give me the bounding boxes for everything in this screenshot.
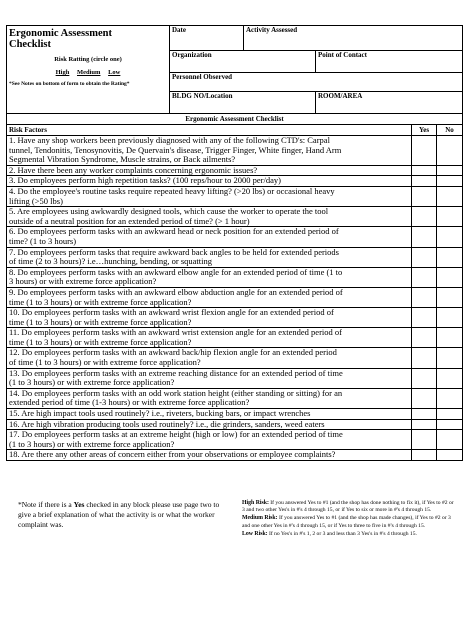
risk-definitions [242, 500, 457, 539]
question-line: 13. Do employees perform tasks with an extreme reaching distance for an extended period of time [9, 367, 343, 378]
room-label: ROOM/AREA [318, 92, 363, 100]
no-checkbox[interactable] [437, 136, 463, 166]
point-of-contact-label: Point of Contact [318, 51, 367, 59]
activity-field[interactable] [244, 26, 463, 51]
question-line: tunnel, Tendonitis, Tenosynovitis, De Quervain's disease, Trigger Finger, White finger, Hand Arm [9, 144, 342, 155]
no-checkbox[interactable] [437, 165, 463, 176]
yes-checkbox[interactable] [412, 348, 437, 368]
question-line: 17. Do employees perform tasks at an extreme height (high or low) for an extended period of time [9, 429, 343, 440]
question-line: extended period of time (1-3 hours) or with extreme force application? [9, 397, 250, 408]
checklist-row [7, 267, 463, 287]
checklist-row [7, 450, 463, 461]
checklist-title: Ergonomic Assessment Checklist [7, 114, 463, 125]
checklist-row [7, 165, 463, 176]
checklist-row [7, 368, 463, 388]
checklist-table [6, 113, 463, 461]
no-checkbox[interactable] [437, 430, 463, 450]
no-checkbox[interactable] [437, 450, 463, 461]
checklist-row [7, 186, 463, 206]
no-checkbox[interactable] [437, 176, 463, 187]
risk-rating-options [9, 69, 167, 76]
question-text [7, 247, 412, 267]
checklist-row [7, 409, 463, 420]
no-checkbox[interactable] [437, 348, 463, 368]
question-text [7, 308, 412, 328]
question-text [7, 388, 412, 408]
question-line: 10. Do employees perform tasks with an awkward wrist flexion angle for an extended period of [9, 307, 334, 318]
yes-checkbox[interactable] [412, 388, 437, 408]
activity-label: Activity Assessed [246, 26, 298, 34]
question-line: time (1 to 3 hours) or with extreme force application? [9, 336, 192, 347]
yes-checkbox[interactable] [412, 247, 437, 267]
medium-risk-definition: Medium Risk: If you answered Yes to #1 (and the shop has made changes), if Yes to #2 or 3 and one other Yes in #'s 4 through 15, or if Yes to three to five in #'s 4 through 15. [242, 515, 451, 529]
checklist-row [7, 207, 463, 227]
question-line: time (1 to 3 hours) or with extreme force application? [9, 316, 192, 327]
question-line: 8. Do employees perform tasks with an awkward elbow angle for an extended period of time (1 to [9, 266, 343, 277]
checklist-row [7, 430, 463, 450]
question-text [7, 348, 412, 368]
question-line: (1 to 3 hours) or with extreme force application? [9, 438, 175, 449]
question-line: 2. Have there been any worker complaints concerning ergonomic issues? [9, 164, 258, 175]
question-text [7, 186, 412, 206]
yes-checkbox[interactable] [412, 328, 437, 348]
yes-note: *Note if there is a Yes checked in any block please use page two to give a brief explanation of what the activity is or what the worker complaint was. [18, 500, 220, 529]
no-checkbox[interactable] [437, 308, 463, 328]
checklist-row [7, 287, 463, 307]
question-text [7, 287, 412, 307]
organization-label: Organization [172, 51, 212, 59]
question-line: 3. Do employees perform high repetition tasks? (100 reps/hour to 2000 per/day) [9, 175, 281, 186]
yes-checkbox[interactable] [412, 287, 437, 307]
question-line: 7. Do employees perform tasks that require awkward back angles to be held for extended periods [9, 246, 339, 257]
no-header: No [437, 125, 463, 136]
checklist-row [7, 419, 463, 430]
question-line: time (1 to 3 hours) or with extreme force application? [9, 296, 192, 307]
no-checkbox[interactable] [437, 227, 463, 247]
high-risk-definition: High Risk: If you answered Yes to #1 (and the shop has done nothing to fix it), if Yes to #2 or 3 and two other Yes's in #'s 4 through 15, or if Yes to six or more in #'s 4 through 15. [242, 500, 454, 514]
checklist-row [7, 388, 463, 408]
form-title: Ergonomic Assessment Checklist [9, 28, 112, 50]
question-text [7, 267, 412, 287]
question-line: of time (2 to 3 hours)? i.e…hunching, bending, or squatting [9, 256, 213, 267]
rating-low-option[interactable]: Low [108, 69, 121, 76]
question-line: 5. Are employees using awkwardly designed tools, which cause the worker to operate the tool [9, 206, 329, 217]
yes-checkbox[interactable] [412, 267, 437, 287]
question-text [7, 409, 412, 420]
yes-checkbox[interactable] [412, 207, 437, 227]
no-checkbox[interactable] [437, 186, 463, 206]
question-text [7, 328, 412, 348]
rating-medium-option[interactable]: Medium [76, 69, 101, 76]
question-line: 12. Do employees perform tasks with an awkward back/hip flexion angle for an extended period [9, 347, 337, 358]
no-checkbox[interactable] [437, 267, 463, 287]
checklist-row [7, 308, 463, 328]
yes-header: Yes [412, 125, 437, 136]
checklist-row [7, 176, 463, 187]
no-checkbox[interactable] [437, 368, 463, 388]
no-checkbox[interactable] [437, 207, 463, 227]
question-line: 3 hours) or with extreme force application? [9, 276, 157, 287]
bldg-label: BLDG NO/Location [172, 92, 233, 100]
rating-note: *See Notes on bottom of form to obtain the Rating* [9, 81, 130, 87]
no-checkbox[interactable] [437, 409, 463, 420]
question-text [7, 136, 412, 166]
question-line: 11. Do employees perform tasks with an awkward wrist extension angle for an extended period of [9, 327, 342, 338]
no-checkbox[interactable] [437, 247, 463, 267]
no-checkbox[interactable] [437, 419, 463, 430]
question-text [7, 176, 412, 187]
question-line: Segmental Vibration Syndrome, Muscle strains, or Back ailments? [9, 154, 236, 165]
question-line: of time (1 to 3 hours) or with extreme force application? [9, 357, 201, 368]
bldg-field[interactable] [170, 92, 316, 114]
question-text [7, 450, 412, 461]
question-line: 14. Do employees perform tasks with an odd work station height (either standing or sitting) for an [9, 387, 343, 398]
question-line: outside of a neutral position for an extended period of time? (> 1 hour) [9, 215, 250, 226]
yes-checkbox[interactable] [412, 136, 437, 166]
risk-factors-header: Risk Factors [7, 125, 412, 136]
question-line: time? (1 to 3 hours) [9, 235, 77, 246]
yes-checkbox[interactable] [412, 368, 437, 388]
yes-checkbox[interactable] [412, 409, 437, 420]
question-line: lifting (>50 lbs) [9, 195, 63, 206]
question-text [7, 419, 412, 430]
no-checkbox[interactable] [437, 388, 463, 408]
question-text [7, 165, 412, 176]
organization-field[interactable] [170, 51, 316, 73]
question-text [7, 227, 412, 247]
title-cell [7, 26, 170, 114]
yes-checkbox[interactable] [412, 430, 437, 450]
checklist-row [7, 227, 463, 247]
checklist-row [7, 348, 463, 368]
no-checkbox[interactable] [437, 328, 463, 348]
question-line: 6. Do employees perform tasks with an awkward head or neck position for an extended period of [9, 226, 339, 237]
room-field[interactable] [316, 92, 463, 114]
checklist-row [7, 136, 463, 166]
yes-checkbox[interactable] [412, 450, 437, 461]
date-field[interactable] [170, 26, 244, 51]
question-line: (1 to 3 hours) or with extreme force application? [9, 377, 175, 388]
yes-checkbox[interactable] [412, 308, 437, 328]
rating-high-option[interactable]: High [55, 69, 70, 76]
form-header [6, 25, 463, 114]
yes-checkbox[interactable] [412, 186, 437, 206]
personnel-field[interactable] [170, 73, 463, 92]
assessment-form [6, 25, 462, 461]
question-line: 1. Have any shop workers been previously diagnosed with any of the following CTD's: Carpal [9, 135, 330, 145]
no-checkbox[interactable] [437, 287, 463, 307]
checklist-row [7, 328, 463, 348]
question-line: 16. Are high vibration producing tools used routinely? i.e., die grinders, sanders, weed eaters [9, 418, 325, 429]
question-line: 4. Do the employee's routine tasks require repeated heavy lifting? (>20 lbs) or occasional heavy [9, 185, 335, 196]
risk-rating-label: Risk Ratting (circle one) [54, 56, 122, 63]
personnel-label: Personnel Observed [172, 73, 233, 81]
yes-checkbox[interactable] [412, 227, 437, 247]
question-line: 15. Are high impact tools used routinely? i.e., riveters, bucking bars, or impact wrenches [9, 408, 311, 419]
yes-checkbox[interactable] [412, 419, 437, 430]
question-text [7, 368, 412, 388]
question-text [7, 207, 412, 227]
date-label: Date [172, 26, 186, 34]
question-line: 18. Are there any other areas of concern either from your observations or employee complaints? [9, 449, 336, 460]
question-text [7, 430, 412, 450]
checklist-row [7, 247, 463, 267]
low-risk-definition: Low Risk: If no Yes's in #'s 1, 2 or 3 and less than 3 Yes's in #'s 4 through 15. [242, 530, 417, 537]
point-of-contact-field[interactable] [316, 51, 463, 73]
yes-checkbox[interactable] [412, 165, 437, 176]
question-line: 9. Do employees perform tasks with an awkward elbow abduction angle for an extended period of [9, 286, 343, 297]
yes-checkbox[interactable] [412, 176, 437, 187]
